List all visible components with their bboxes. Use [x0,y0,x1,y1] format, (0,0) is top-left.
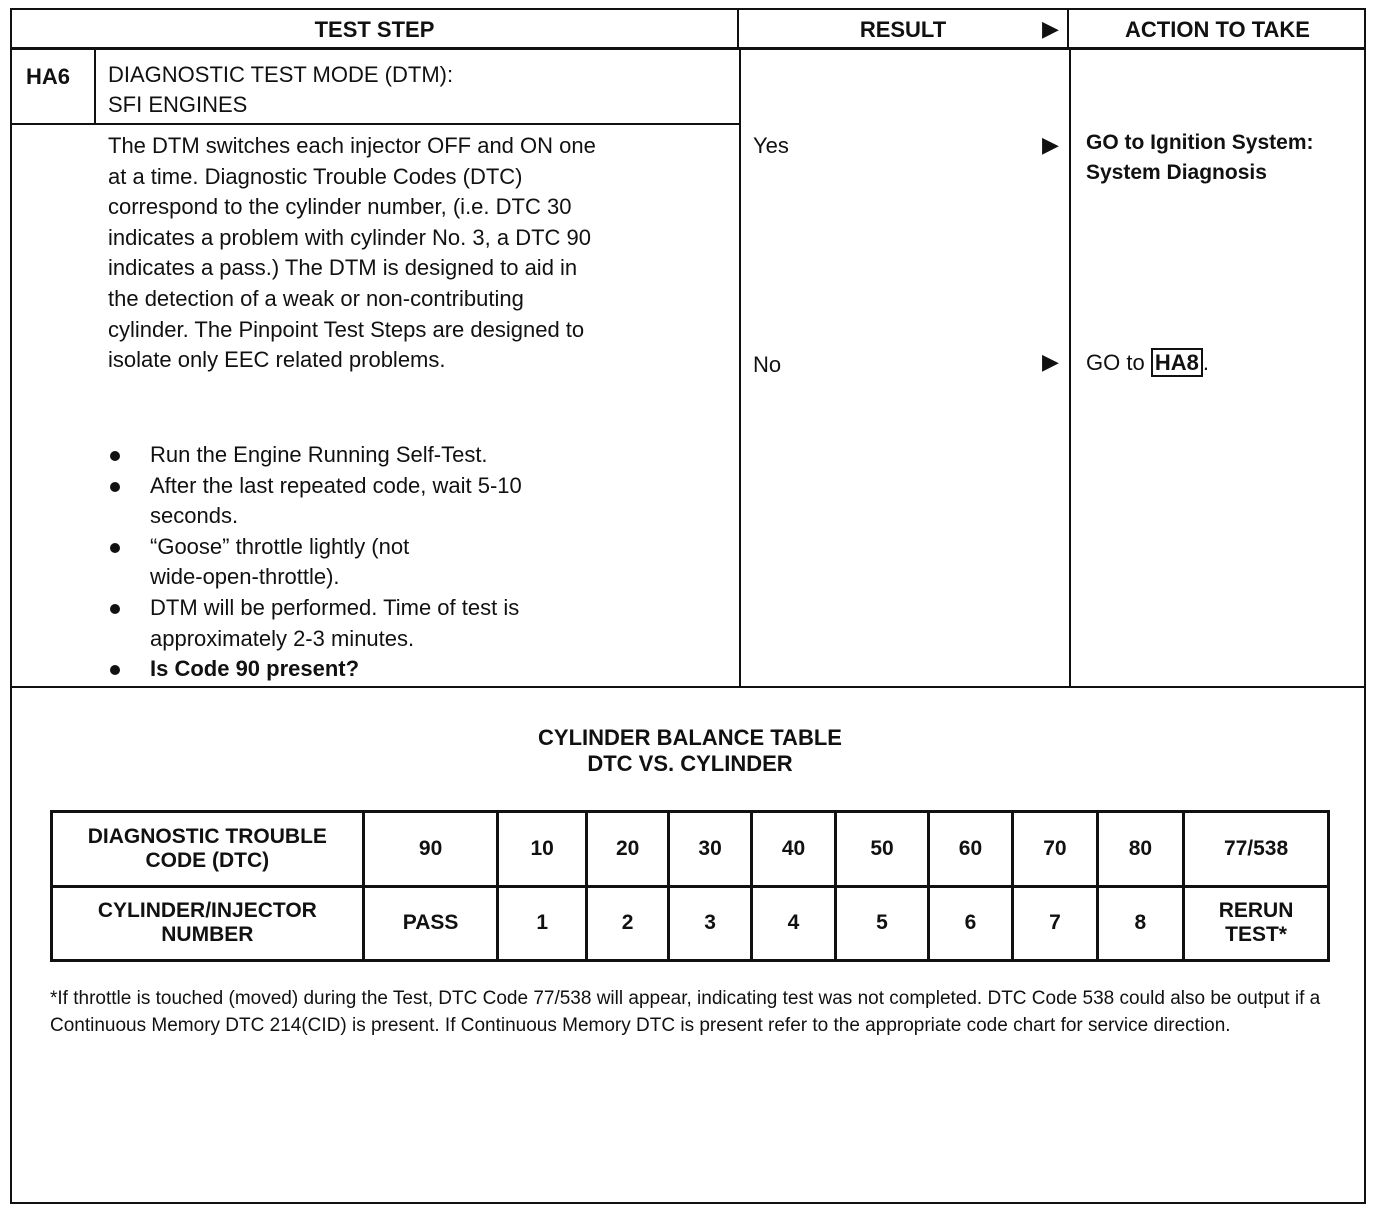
step-title-line2: SFI ENGINES [108,92,248,117]
procedure-item: DTM will be performed. Time of test is approximately 2-3 minutes. [108,593,522,654]
cylinder-cell: 6 [928,886,1012,961]
dtc-cell: 50 [836,812,929,887]
result-column-divider [739,50,741,688]
description-line: indicates a pass.) The DTM is designed to aid in [108,255,578,281]
cylinder-cell: 2 [586,886,668,961]
description-line: isolate only EEC related problems. [108,347,446,373]
action-column-divider [1069,50,1071,688]
description-line: cylinder. The Pinpoint Test Steps are designed to [108,316,585,342]
arrow-right-icon: ▶ [1042,132,1059,157]
header-test-step: TEST STEP [12,10,739,50]
procedure-item: Run the Engine Running Self-Test. [108,440,522,471]
procedure-item: After the last repeated code, wait 5-10 seconds. [108,471,522,532]
dtc-cell: 77/538 [1184,812,1329,887]
cylinder-row [52,886,1329,961]
cylinder-cell: 1 [498,886,586,961]
balance-table-title: CYLINDER BALANCE TABLE DTC VS. CYLINDER [538,725,842,776]
cylinder-cell: 5 [836,886,929,961]
description-line: the detection of a weak or non-contributing [108,286,524,311]
description-line: The DTM switches each injector OFF and ON one [108,133,596,158]
dtc-cell: 40 [751,812,835,887]
cylinder-balance-table [50,810,1330,962]
description-line: indicates a problem with cylinder No. 3, a DTC 90 [108,224,591,250]
section-divider [12,686,1366,688]
cylinder-cell: RERUN TEST* [1184,886,1329,961]
dtc-row [52,812,1329,887]
step-code: HA6 [26,64,71,89]
footnote: *If throttle is touched (moved) during the Test, DTC Code 77/538 will appear, indicating test was not completed. DTC Code 538 could also be output if a Continuous Memory DTC 214(CID) is present. If Continuous Memory DTC is present refer to the appropriate code chart for service direction. [50,988,1321,1036]
description-line: correspond to the cylinder number, (i.e. DTC 30 [108,194,572,220]
cylinder-cell: 3 [669,886,751,961]
yes-action-line2: System Diagnosis [1086,161,1267,184]
cylinder-cell: PASS [363,886,498,961]
header-result: RESULT [739,10,1069,50]
dtc-cell: 80 [1097,812,1183,887]
yes-action-line1: GO to Ignition System: [1086,131,1314,154]
dtc-cell: 60 [928,812,1012,887]
cylinder-row-header: CYLINDER/INJECTOR NUMBER [52,886,364,961]
dtc-cell: 90 [363,812,498,887]
procedure-question: Is Code 90 present? [108,654,522,685]
code-column-divider [94,50,96,124]
result-yes: Yes [753,133,789,158]
procedure-list [108,440,522,685]
description-line: at a time. Diagnostic Trouble Codes (DTC) [108,163,523,189]
header-action-to-take: ACTION TO TAKE [1069,10,1366,50]
procedure-item: “Goose” throttle lightly (not wide-open-throttle). [108,532,522,593]
step-title-line1: DIAGNOSTIC TEST MODE (DTM): [108,62,454,87]
bullet-icon [110,543,120,553]
dtc-cell: 70 [1013,812,1097,887]
bullet-icon [110,604,120,614]
bullet-icon [110,665,120,675]
arrow-right-icon: ▶ [1042,349,1059,374]
cylinder-cell: 8 [1097,886,1183,961]
diagnostic-page [10,8,1366,1204]
cylinder-cell: 7 [1013,886,1097,961]
dtc-cell: 10 [498,812,586,887]
arrow-right-icon: ▶ [1042,16,1059,41]
dtc-cell: 30 [669,812,751,887]
bullet-icon [110,451,120,461]
cylinder-cell: 4 [751,886,835,961]
step-reference-ha8[interactable]: HA8 [1151,348,1203,377]
no-action: GO to HA8 . [1086,350,1209,375]
dtc-row-header: DIAGNOSTIC TROUBLE CODE (DTC) [52,812,364,887]
dtc-cell: 20 [586,812,668,887]
result-no: No [753,352,782,377]
title-underline [12,123,739,125]
bullet-icon [110,482,120,492]
